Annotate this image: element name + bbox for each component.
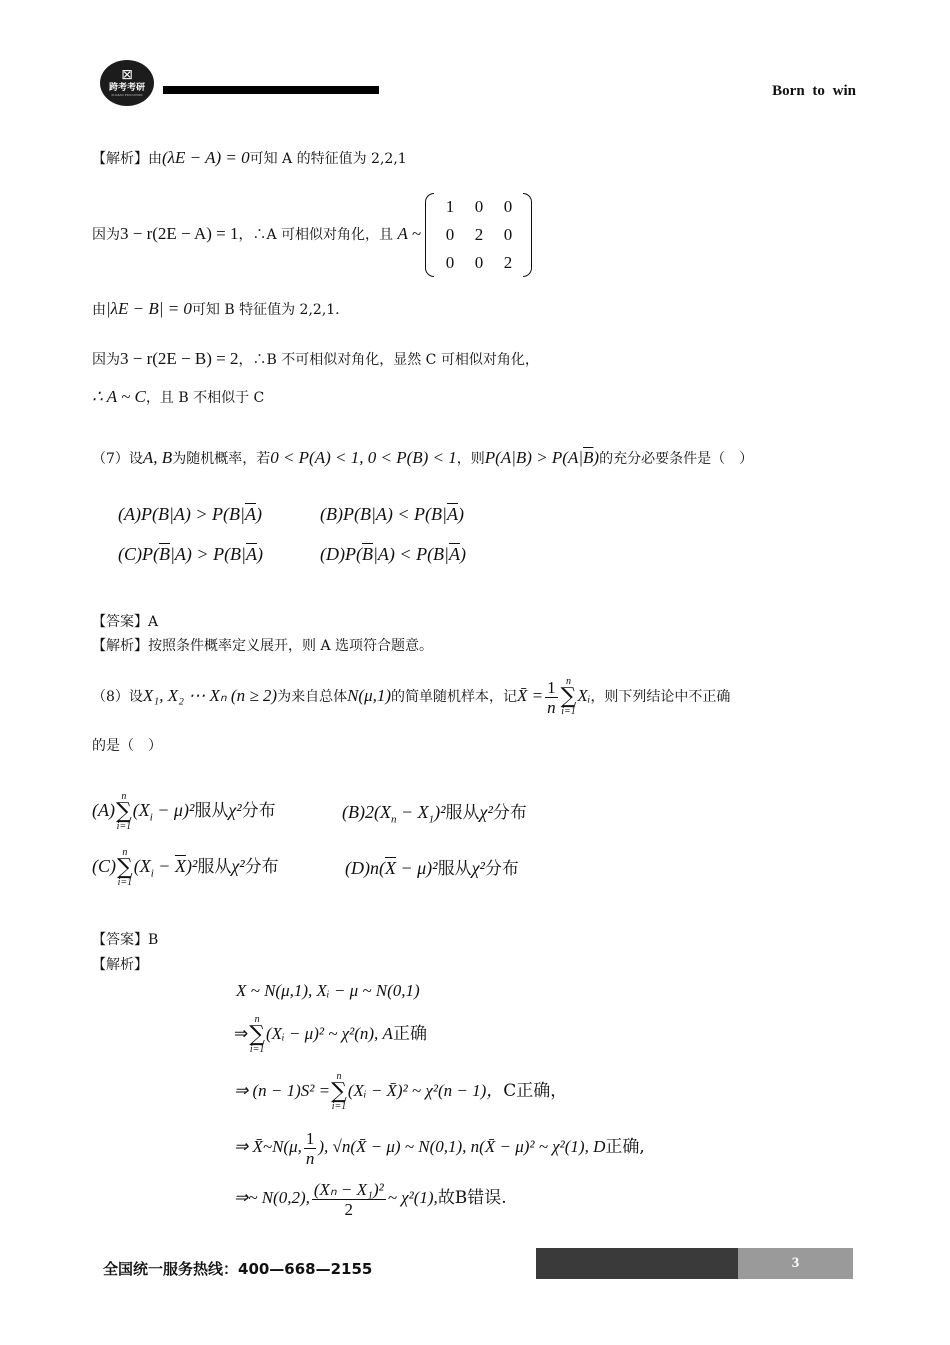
header-motto: Born to win — [772, 83, 856, 99]
s6-line5 — [92, 387, 264, 408]
s6-l2-text-b: ，∴A 可相似对角化，且 — [238, 227, 394, 243]
q8-text-b: 为来自总体 — [277, 689, 348, 705]
q8-option-a: (A) n ∑ i=1 $(X_i - \mu)^2$服从χ²分布 — [92, 791, 276, 832]
q7-math3: $P(A|B) > P(A|\overline{B})$ — [484, 448, 600, 467]
header-bar — [163, 86, 379, 94]
q8-sum: n ∑ i=1 — [560, 676, 577, 717]
q8-sol-4: ⇒ X̄~N(μ, $\frac{1}{n}$ ), √n(X̄ − μ) ~ N(0,1), n(X̄ − μ)² ~ χ²(1), D正确, — [234, 1128, 645, 1168]
s6-line1 — [92, 148, 407, 169]
q8-stem — [92, 676, 730, 717]
q7-stem — [92, 448, 753, 469]
q8-analysis: 【解析】 — [92, 957, 148, 973]
s6-line4 — [92, 349, 539, 370]
q8-math3: X̄ = — [517, 686, 544, 705]
s6-l4-text-a: 因为 — [92, 352, 120, 368]
q8-answer: 【答案】B — [92, 932, 159, 948]
s6-l2-math2: A ~ — [397, 224, 422, 243]
q8-text-a: （8）设 — [92, 689, 143, 705]
s6-l2-math: 3 − r(2E − A) = 1 — [120, 224, 239, 243]
s6-l2-text-a: 因为 — [92, 227, 120, 243]
q7-text-b: 为随机概率，若 — [172, 451, 271, 467]
q7-text-c: ，则 — [456, 451, 485, 467]
q7-option-a: $(A)P(B|A) > P(B|\overline{A})$ — [118, 504, 262, 524]
q8-sol-3: ⇒ (n − 1)S² = n ∑ i=1 (Xᵢ − X̄)² ~ χ²(n − 1)，C正确， — [234, 1071, 568, 1112]
s6-l1-math: (λE − A) = 0 — [162, 148, 250, 167]
footer-bar-dark — [536, 1248, 738, 1279]
q8-math1: X₁, X₂ ⋯ Xₙ (n ≥ 2) — [142, 686, 278, 705]
s6-l4-text-b: ，∴B 不可相似对角化，显然 C 可相似对角化， — [238, 352, 539, 368]
q8-stem-cont: 的是（ ） — [92, 738, 162, 754]
q7-math1: A, B — [142, 448, 173, 467]
diag-matrix: 1 0 0 0 2 0 0 0 2 — [425, 193, 532, 277]
s6-line2 — [92, 193, 532, 277]
q8-text-d: ，则下列结论中不正确 — [590, 689, 731, 705]
s6-l4-math: 3 − r(2E − B) = 2 — [120, 349, 239, 368]
s6-l5-math: ∴ A ~ C — [92, 387, 146, 406]
q7-option-c: $(C)P(\overline{B}|A) > P(B|\overline{A})$ — [118, 544, 264, 564]
q7-math2: 0 < P(A) < 1, 0 < P(B) < 1 — [270, 448, 457, 467]
s6-line3 — [92, 299, 340, 320]
footer-hotline: 全国统一服务热线：400—668—2155 — [103, 1260, 373, 1278]
q8-option-c: (C) n ∑ i=1 $(X_i - \overline{X})^2$服从χ²分布 — [92, 847, 279, 888]
q7-text-d: 的充分必要条件是（ ） — [599, 451, 754, 467]
s6-l3-text-b: 可知 B 特征值为 2,2,1. — [191, 302, 340, 318]
q7-text-a: （7）设 — [92, 451, 143, 467]
q8-option-b: $(B)2(X_n - X_1)^2$服从χ²分布 — [342, 802, 527, 826]
logo-text: 跨考考研 — [108, 83, 145, 93]
q8-sol-2: ⇒ n ∑ i=1 (Xᵢ − μ)² ~ χ²(n), A正确 — [234, 1014, 427, 1055]
s6-l5-text: ，且 B 不相似于 C — [145, 390, 265, 406]
q8-sol-5: ⇒~ N(0,2), $\frac{\text{(Xₙ − X₁)²}}{2}$ ~ χ²(1),故B错误. — [234, 1179, 507, 1219]
q7-option-b: $(B)P(B|A) < P(B|\overline{A})$ — [320, 504, 464, 524]
page-number: 3 — [791, 1255, 800, 1271]
s6-l1-text-b: 可知 A 的特征值为 2,2,1 — [249, 151, 407, 167]
logo-icon: ⊠ — [121, 67, 133, 83]
q8-text-c: 的简单随机样本，记 — [391, 689, 518, 705]
q7-analysis: 【解析】按照条件概率定义展开，则 A 选项符合题意。 — [92, 638, 434, 654]
q7-answer: 【答案】A — [92, 614, 159, 630]
q8-math4: Xᵢ — [577, 686, 591, 705]
q8-option-d: $(D)n(\overline{X} - \mu)^2$服从χ²分布 — [345, 858, 519, 879]
q8-frac: $\frac{1}{n}$ — [547, 677, 556, 717]
q7-option-d: $(D)P(\overline{B}|A) < P(B|\overline{A})$ — [320, 544, 467, 564]
s6-l1-text-a: 【解析】由 — [92, 151, 162, 167]
q8-math2: N(μ,1) — [347, 686, 392, 705]
s6-l3-text-a: 由 — [92, 302, 106, 318]
logo-subtext: KUAKAO EDUCATION — [111, 93, 143, 97]
q8-sol-1: X ~ N(μ,1), Xᵢ − μ ~ N(0,1) — [236, 981, 420, 1000]
logo — [100, 60, 154, 106]
s6-l3-math: |λE − B| = 0 — [106, 299, 192, 318]
